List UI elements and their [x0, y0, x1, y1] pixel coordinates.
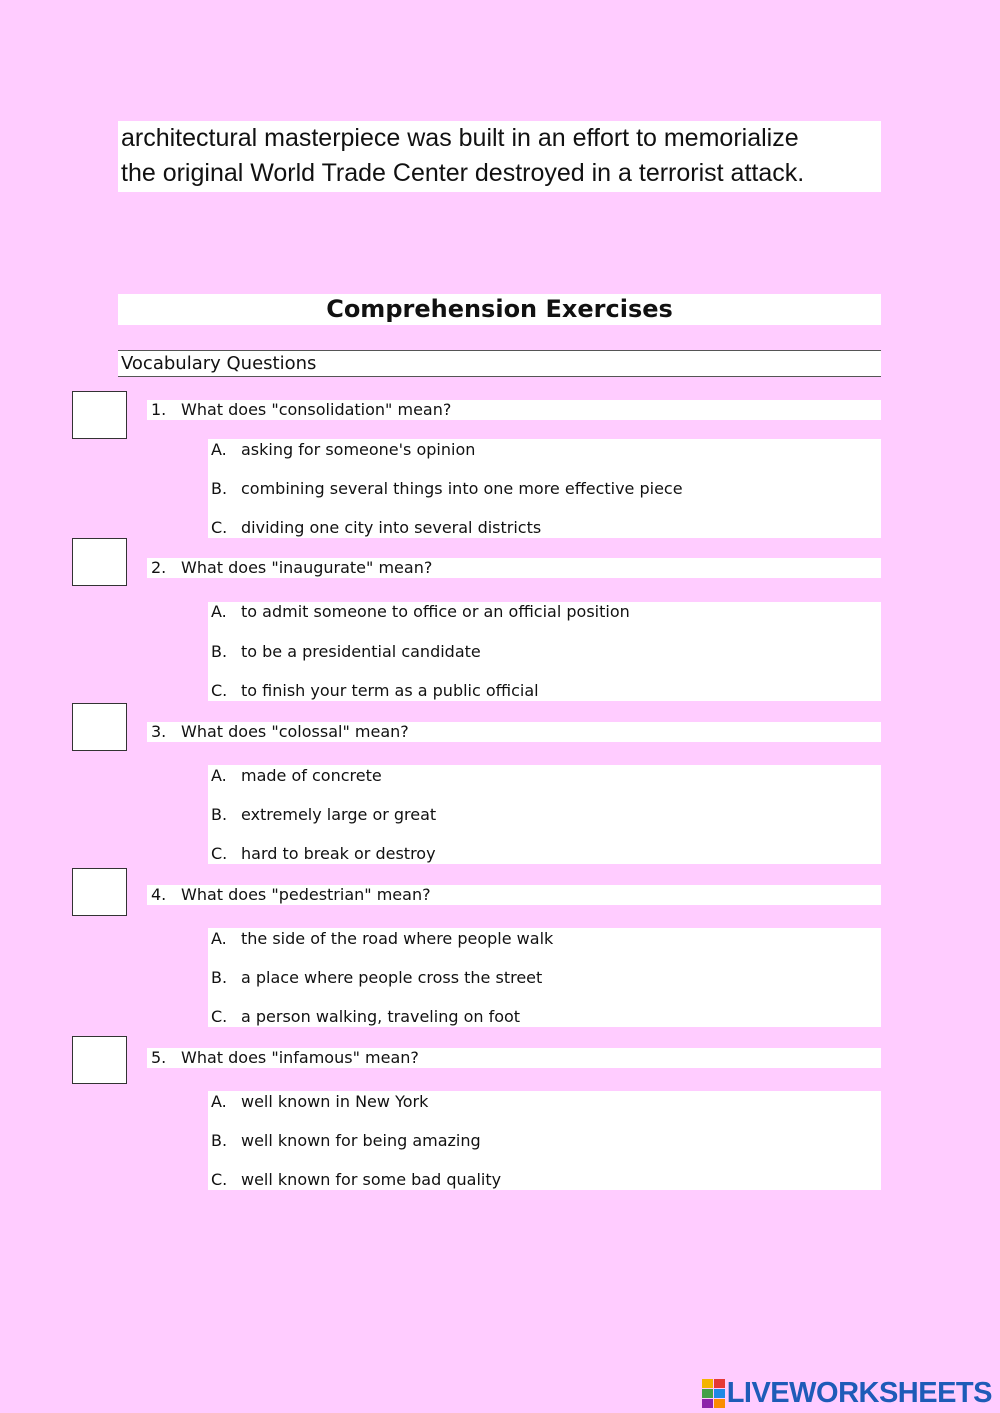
- question-text: What does "consolidation" mean?: [181, 400, 452, 419]
- options-2: [208, 602, 881, 701]
- question-1: [147, 400, 881, 420]
- options-3: [208, 765, 881, 864]
- intro-paragraph: [118, 121, 881, 192]
- answer-box-5[interactable]: [72, 1036, 127, 1084]
- question-3: [147, 722, 881, 742]
- answer-box-3[interactable]: [72, 703, 127, 751]
- question-5: [147, 1048, 881, 1068]
- answer-box-4[interactable]: [72, 868, 127, 916]
- option-letter: B.: [211, 479, 228, 498]
- option-text: to admit someone to office or an official position: [241, 602, 630, 621]
- option-text: combining several things into one more effective piece: [241, 479, 683, 498]
- question-number: 3.: [151, 722, 167, 741]
- option-letter: B.: [211, 1131, 228, 1150]
- options-4: [208, 928, 881, 1027]
- answer-box-1[interactable]: [72, 391, 127, 439]
- option-letter: B.: [211, 805, 228, 824]
- option-text: a place where people cross the street: [241, 968, 543, 987]
- option-text: to be a presidential candidate: [241, 642, 481, 661]
- question-text: What does "colossal" mean?: [181, 722, 409, 741]
- liveworksheets-logo[interactable]: [702, 1376, 992, 1410]
- option-text: well known for being amazing: [241, 1131, 481, 1150]
- intro-line-2: the original World Trade Center destroyed in a terrorist attack.: [121, 159, 805, 187]
- option-letter: C.: [211, 844, 228, 863]
- option-text: the side of the road where people walk: [241, 929, 554, 948]
- option-letter: B.: [211, 968, 228, 987]
- answer-box-2[interactable]: [72, 538, 127, 586]
- option-letter: A.: [211, 602, 227, 621]
- option-letter: C.: [211, 681, 228, 700]
- option-text: made of concrete: [241, 766, 382, 785]
- question-text: What does "inaugurate" mean?: [181, 558, 433, 577]
- question-number: 4.: [151, 885, 167, 904]
- liveworksheets-logo-icon: [702, 1379, 725, 1408]
- question-4: [147, 885, 881, 905]
- question-text: What does "pedestrian" mean?: [181, 885, 431, 904]
- question-number: 2.: [151, 558, 167, 577]
- section-title: Comprehension Exercises: [118, 294, 881, 325]
- option-letter: A.: [211, 766, 227, 785]
- question-2: [147, 558, 881, 578]
- intro-line-1: architectural masterpiece was built in an effort to memorialize: [121, 124, 799, 152]
- logo-text: LIVEWORKSHEETS: [726, 1376, 992, 1409]
- question-number: 1.: [151, 400, 167, 419]
- option-letter: C.: [211, 518, 228, 537]
- option-letter: A.: [211, 1092, 227, 1111]
- option-letter: B.: [211, 642, 228, 661]
- option-text: well known for some bad quality: [241, 1170, 502, 1189]
- options-1: [208, 439, 881, 538]
- option-letter: C.: [211, 1007, 228, 1026]
- option-text: asking for someone's opinion: [241, 440, 476, 459]
- option-text: well known in New York: [241, 1092, 429, 1111]
- option-text: to finish your term as a public official: [241, 681, 539, 700]
- question-text: What does "infamous" mean?: [181, 1048, 419, 1067]
- option-letter: A.: [211, 440, 227, 459]
- question-number: 5.: [151, 1048, 167, 1067]
- option-letter: C.: [211, 1170, 228, 1189]
- option-text: a person walking, traveling on foot: [241, 1007, 521, 1026]
- options-5: [208, 1091, 881, 1190]
- option-text: extremely large or great: [241, 805, 437, 824]
- subsection-title: Vocabulary Questions: [118, 350, 881, 377]
- option-letter: A.: [211, 929, 227, 948]
- option-text: dividing one city into several districts: [241, 518, 542, 537]
- option-text: hard to break or destroy: [241, 844, 436, 863]
